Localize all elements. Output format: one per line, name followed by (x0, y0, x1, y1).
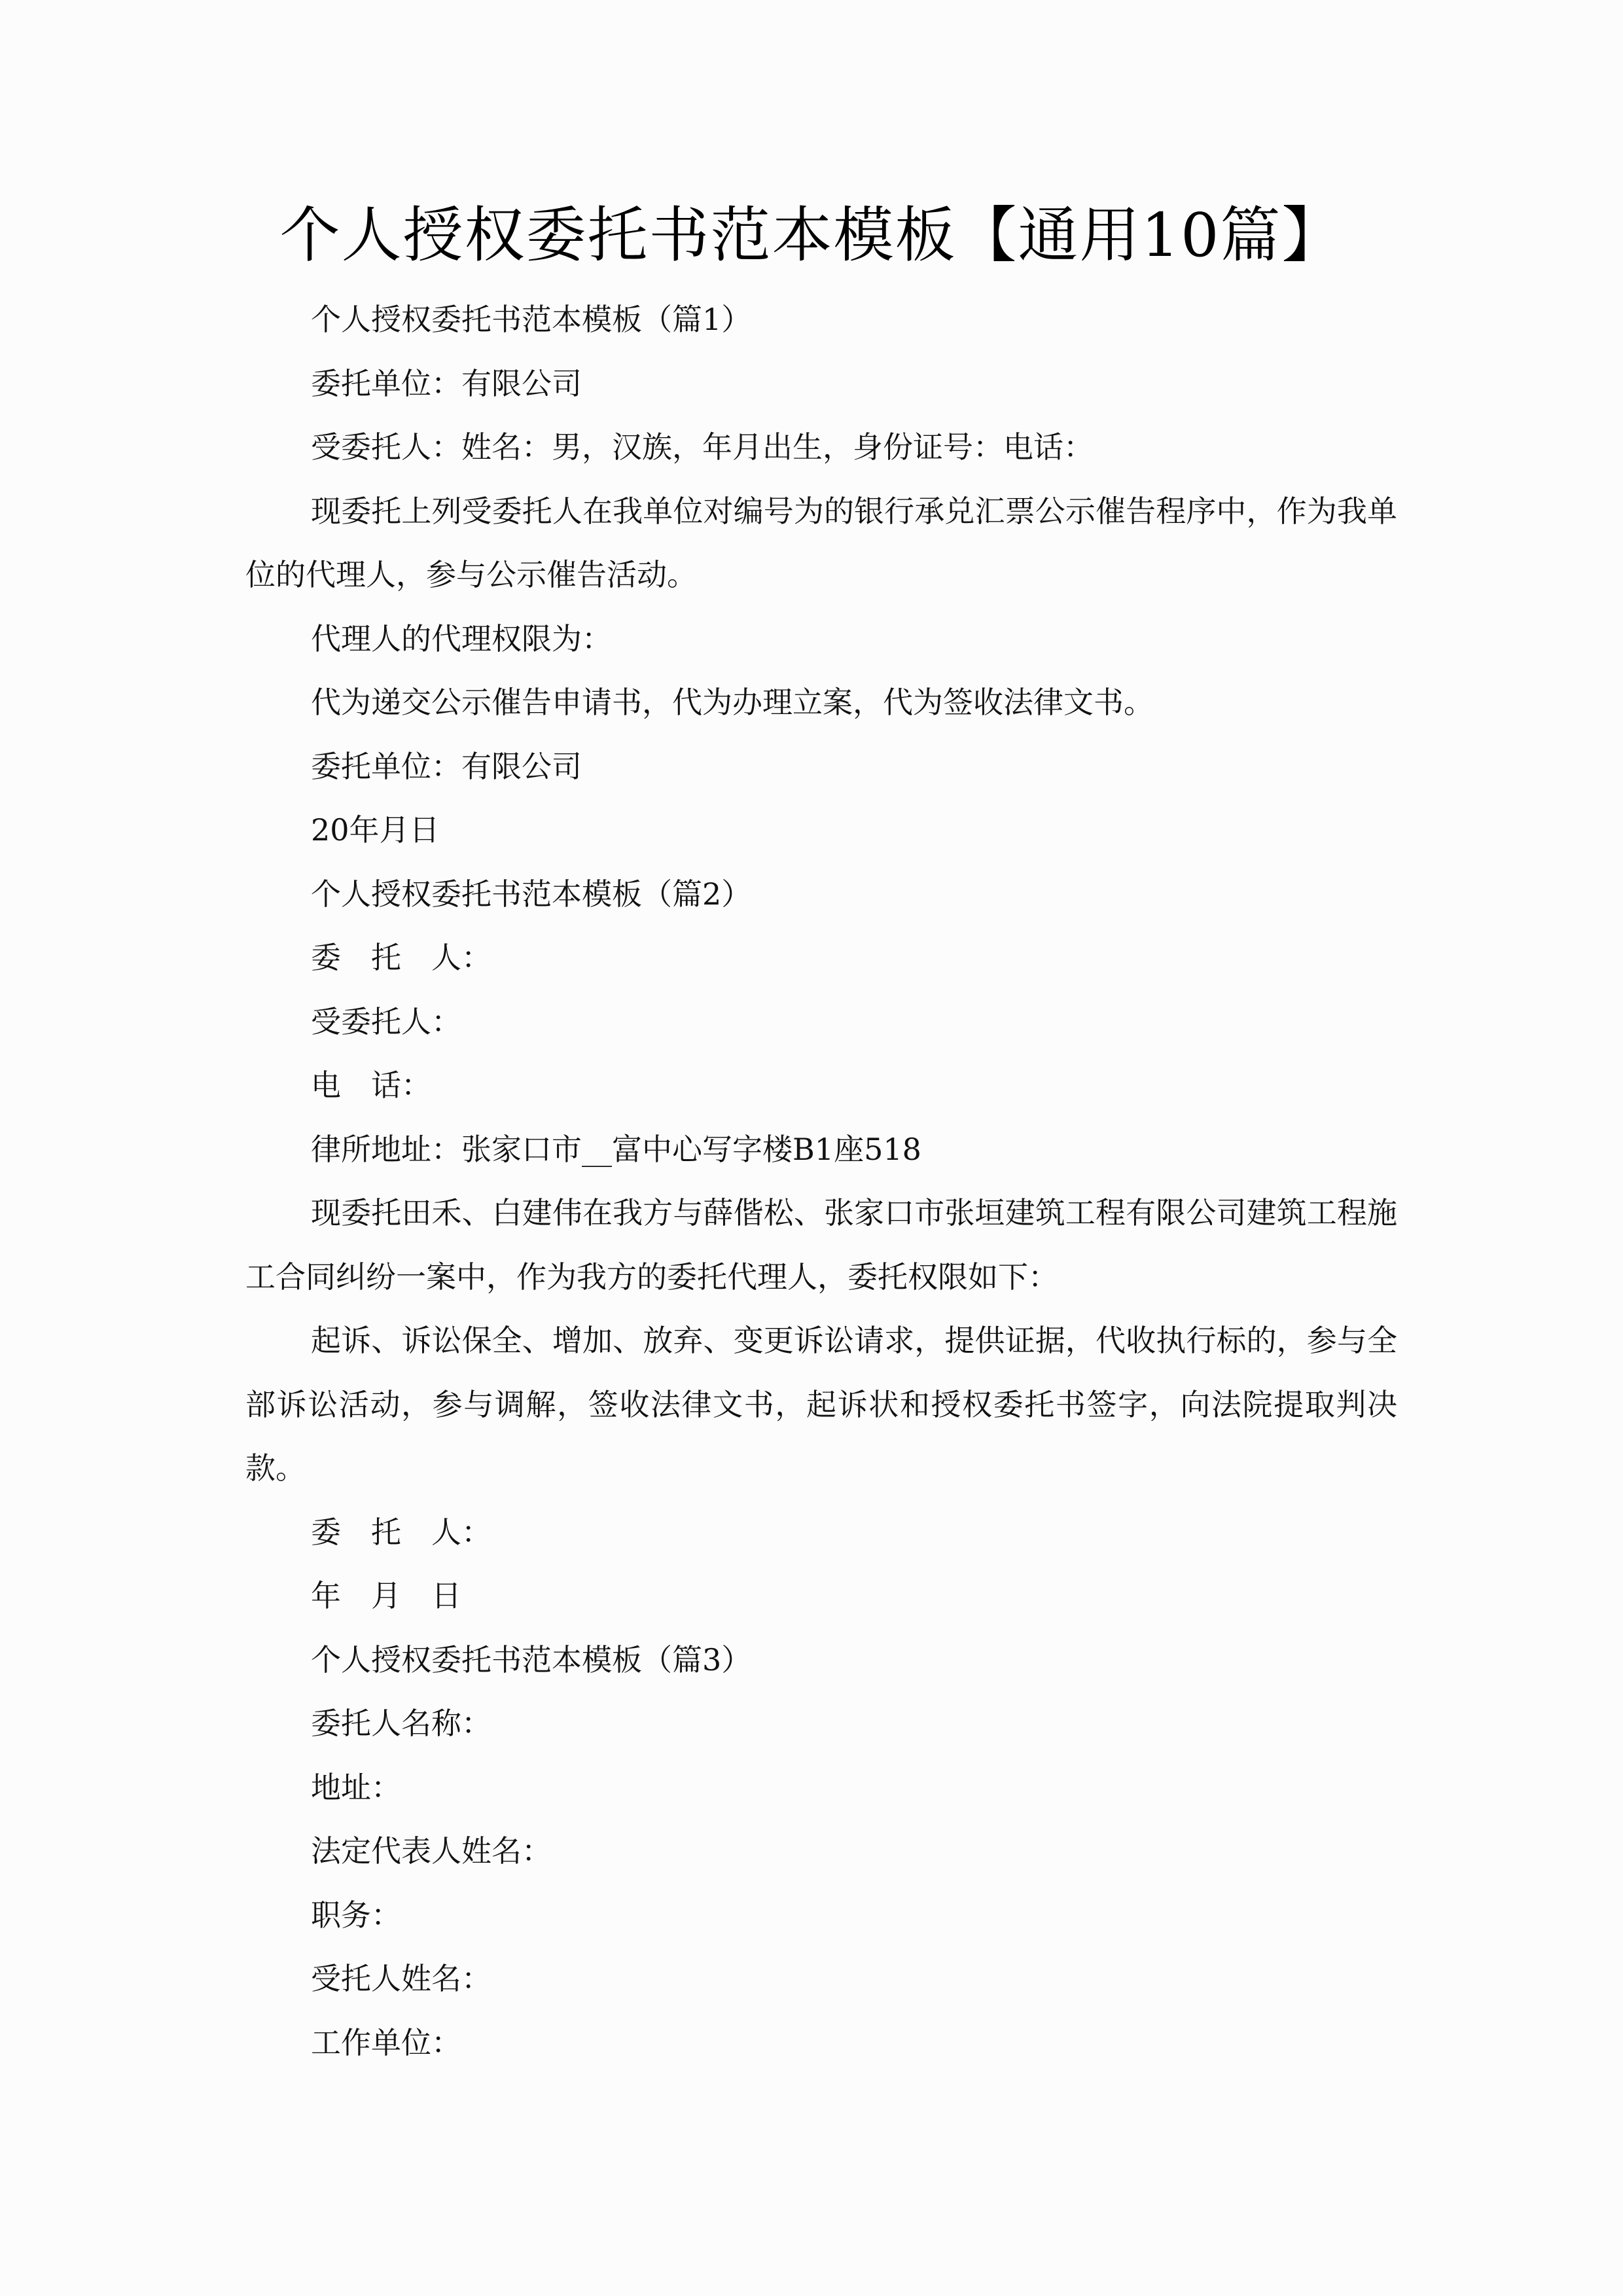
paragraph-agent: 受委托人： (311, 1003, 461, 1039)
paragraph-phone: 电 话： (311, 1067, 431, 1103)
paragraph-work-unit: 工作单位： (311, 2024, 461, 2060)
paragraph-law-firm-address: 律所地址：张家口市__富中心写字楼B1座518 (311, 1131, 921, 1167)
paragraph-address: 地址： (311, 1769, 401, 1805)
paragraph-entrustment: 现委托上列受委托人在我单位对编号为的银行承兑汇票公示催告程序中，作为我单位的代理人，参与公示催告活动。 (245, 493, 1397, 592)
paragraph-client-unit-signature: 委托单位：有限公司 (311, 748, 582, 784)
paragraph-principal: 委 托 人： (311, 940, 491, 975)
paragraph-case-entrustment: 现委托田禾、白建伟在我方与薛偕松、张家口市张垣建筑工程有限公司建筑工程施工合同纠纷一案中，作为我方的委托代理人，委托权限如下： (245, 1195, 1397, 1295)
paragraph-principal-signature: 委 托 人： (311, 1514, 491, 1550)
paragraph-position: 职务： (311, 1897, 401, 1933)
paragraph-trustee-name: 受托人姓名： (311, 1961, 491, 1996)
paragraph-authority-scope: 代为递交公示催告申请书，代为办理立案，代为签收法律文书。 (311, 685, 1154, 720)
document-body (245, 288, 1397, 2075)
paragraph-principal-name: 委托人名称： (311, 1706, 491, 1741)
paragraph-agent-info: 受委托人：姓名：男，汉族，年月出生，身份证号：电话： (311, 429, 1094, 465)
paragraph-authority-label: 代理人的代理权限为： (311, 620, 612, 656)
paragraph-case-authority: 起诉、诉讼保全、增加、放弃、变更诉讼请求，提供证据，代收执行标的，参与全部诉讼活动，参与调解，签收法律文书，起诉状和授权委托书签字，向法院提取判决款。 (245, 1323, 1397, 1486)
paragraph-client-unit: 委托单位：有限公司 (311, 365, 582, 401)
paragraph-legal-representative: 法定代表人姓名： (311, 1833, 552, 1869)
section-heading-1: 个人授权委托书范本模板（篇1） (311, 302, 752, 337)
section-heading-3: 个人授权委托书范本模板（篇3） (311, 1641, 752, 1677)
paragraph-date: 20年月日 (311, 812, 440, 848)
paragraph-date-2: 年 月 日 (311, 1578, 461, 1613)
document-title: 个人授权委托书范本模板【通用10篇】 (279, 200, 1344, 270)
section-heading-2: 个人授权委托书范本模板（篇2） (311, 876, 752, 912)
